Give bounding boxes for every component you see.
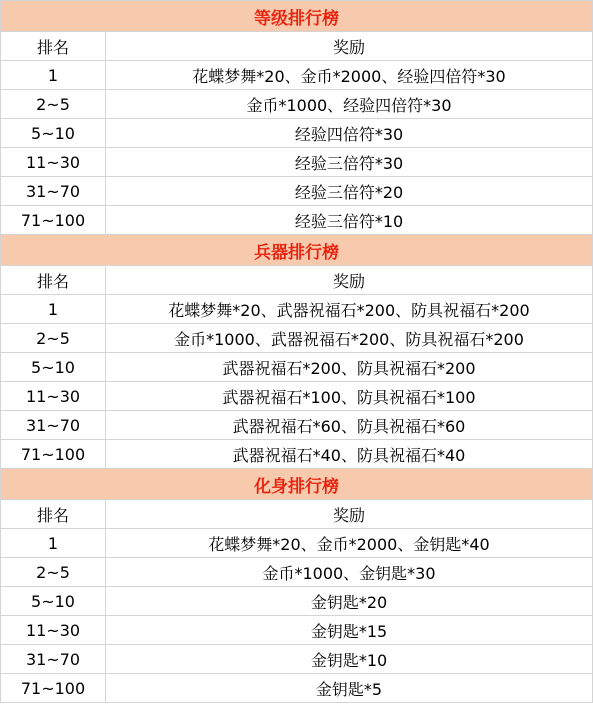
- reward-cell: 武器祝福石*100、防具祝福石*100: [106, 382, 593, 411]
- rank-cell: 5~10: [1, 353, 106, 382]
- table-row: [1, 177, 593, 206]
- header-rank: 排名: [1, 266, 106, 295]
- rank-cell: 1: [1, 61, 106, 90]
- reward-cell: 武器祝福石*40、防具祝福石*40: [106, 440, 593, 469]
- table-row: [1, 587, 593, 616]
- rank-cell: 5~10: [1, 119, 106, 148]
- header-row: [1, 500, 593, 529]
- table-row: [1, 148, 593, 177]
- section-title-row: [1, 235, 593, 266]
- table-row: [1, 645, 593, 674]
- reward-cell: 花蝶梦舞*20、金币*2000、金钥匙*40: [106, 529, 593, 558]
- reward-cell: 武器祝福石*200、防具祝福石*200: [106, 353, 593, 382]
- table-row: [1, 90, 593, 119]
- section-title-row: [1, 1, 593, 32]
- reward-cell: 金币*1000、武器祝福石*200、防具祝福石*200: [106, 324, 593, 353]
- rank-cell: 31~70: [1, 645, 106, 674]
- table-row: [1, 411, 593, 440]
- reward-cell: 金币*1000、经验四倍符*30: [106, 90, 593, 119]
- header-rank: 排名: [1, 32, 106, 61]
- rank-cell: 11~30: [1, 616, 106, 645]
- rank-cell: 2~5: [1, 324, 106, 353]
- table-row: [1, 529, 593, 558]
- header-reward: 奖励: [106, 32, 593, 61]
- reward-cell: 金钥匙*10: [106, 645, 593, 674]
- rank-cell: 5~10: [1, 587, 106, 616]
- table-row: [1, 674, 593, 703]
- table-row: [1, 119, 593, 148]
- reward-cell: 经验三倍符*20: [106, 177, 593, 206]
- section-title-weapon: 兵器排行榜: [1, 235, 593, 266]
- table-row: [1, 616, 593, 645]
- reward-cell: 花蝶梦舞*20、金币*2000、经验四倍符*30: [106, 61, 593, 90]
- rank-cell: 2~5: [1, 90, 106, 119]
- section-title-avatar: 化身排行榜: [1, 469, 593, 500]
- rank-cell: 11~30: [1, 148, 106, 177]
- header-reward: 奖励: [106, 266, 593, 295]
- rank-cell: 71~100: [1, 440, 106, 469]
- section-title-row: [1, 469, 593, 500]
- rank-cell: 1: [1, 295, 106, 324]
- header-reward: 奖励: [106, 500, 593, 529]
- rank-cell: 71~100: [1, 206, 106, 235]
- table-row: [1, 558, 593, 587]
- rank-cell: 31~70: [1, 411, 106, 440]
- reward-cell: 花蝶梦舞*20、武器祝福石*200、防具祝福石*200: [106, 295, 593, 324]
- header-rank: 排名: [1, 500, 106, 529]
- rank-cell: 1: [1, 529, 106, 558]
- section-title-level: 等级排行榜: [1, 1, 593, 32]
- rank-cell: 11~30: [1, 382, 106, 411]
- reward-cell: 经验三倍符*30: [106, 148, 593, 177]
- reward-cell: 金钥匙*5: [106, 674, 593, 703]
- table-row: [1, 382, 593, 411]
- table-row: [1, 206, 593, 235]
- rank-cell: 31~70: [1, 177, 106, 206]
- reward-cell: 金钥匙*15: [106, 616, 593, 645]
- header-row: [1, 32, 593, 61]
- table-row: [1, 61, 593, 90]
- reward-cell: 武器祝福石*60、防具祝福石*60: [106, 411, 593, 440]
- header-row: [1, 266, 593, 295]
- table-row: [1, 295, 593, 324]
- table-row: [1, 324, 593, 353]
- table-row: [1, 353, 593, 382]
- reward-cell: 经验三倍符*10: [106, 206, 593, 235]
- rank-cell: 2~5: [1, 558, 106, 587]
- reward-cell: 金币*1000、金钥匙*30: [106, 558, 593, 587]
- reward-cell: 金钥匙*20: [106, 587, 593, 616]
- table-row: [1, 440, 593, 469]
- reward-cell: 经验四倍符*30: [106, 119, 593, 148]
- rank-cell: 71~100: [1, 674, 106, 703]
